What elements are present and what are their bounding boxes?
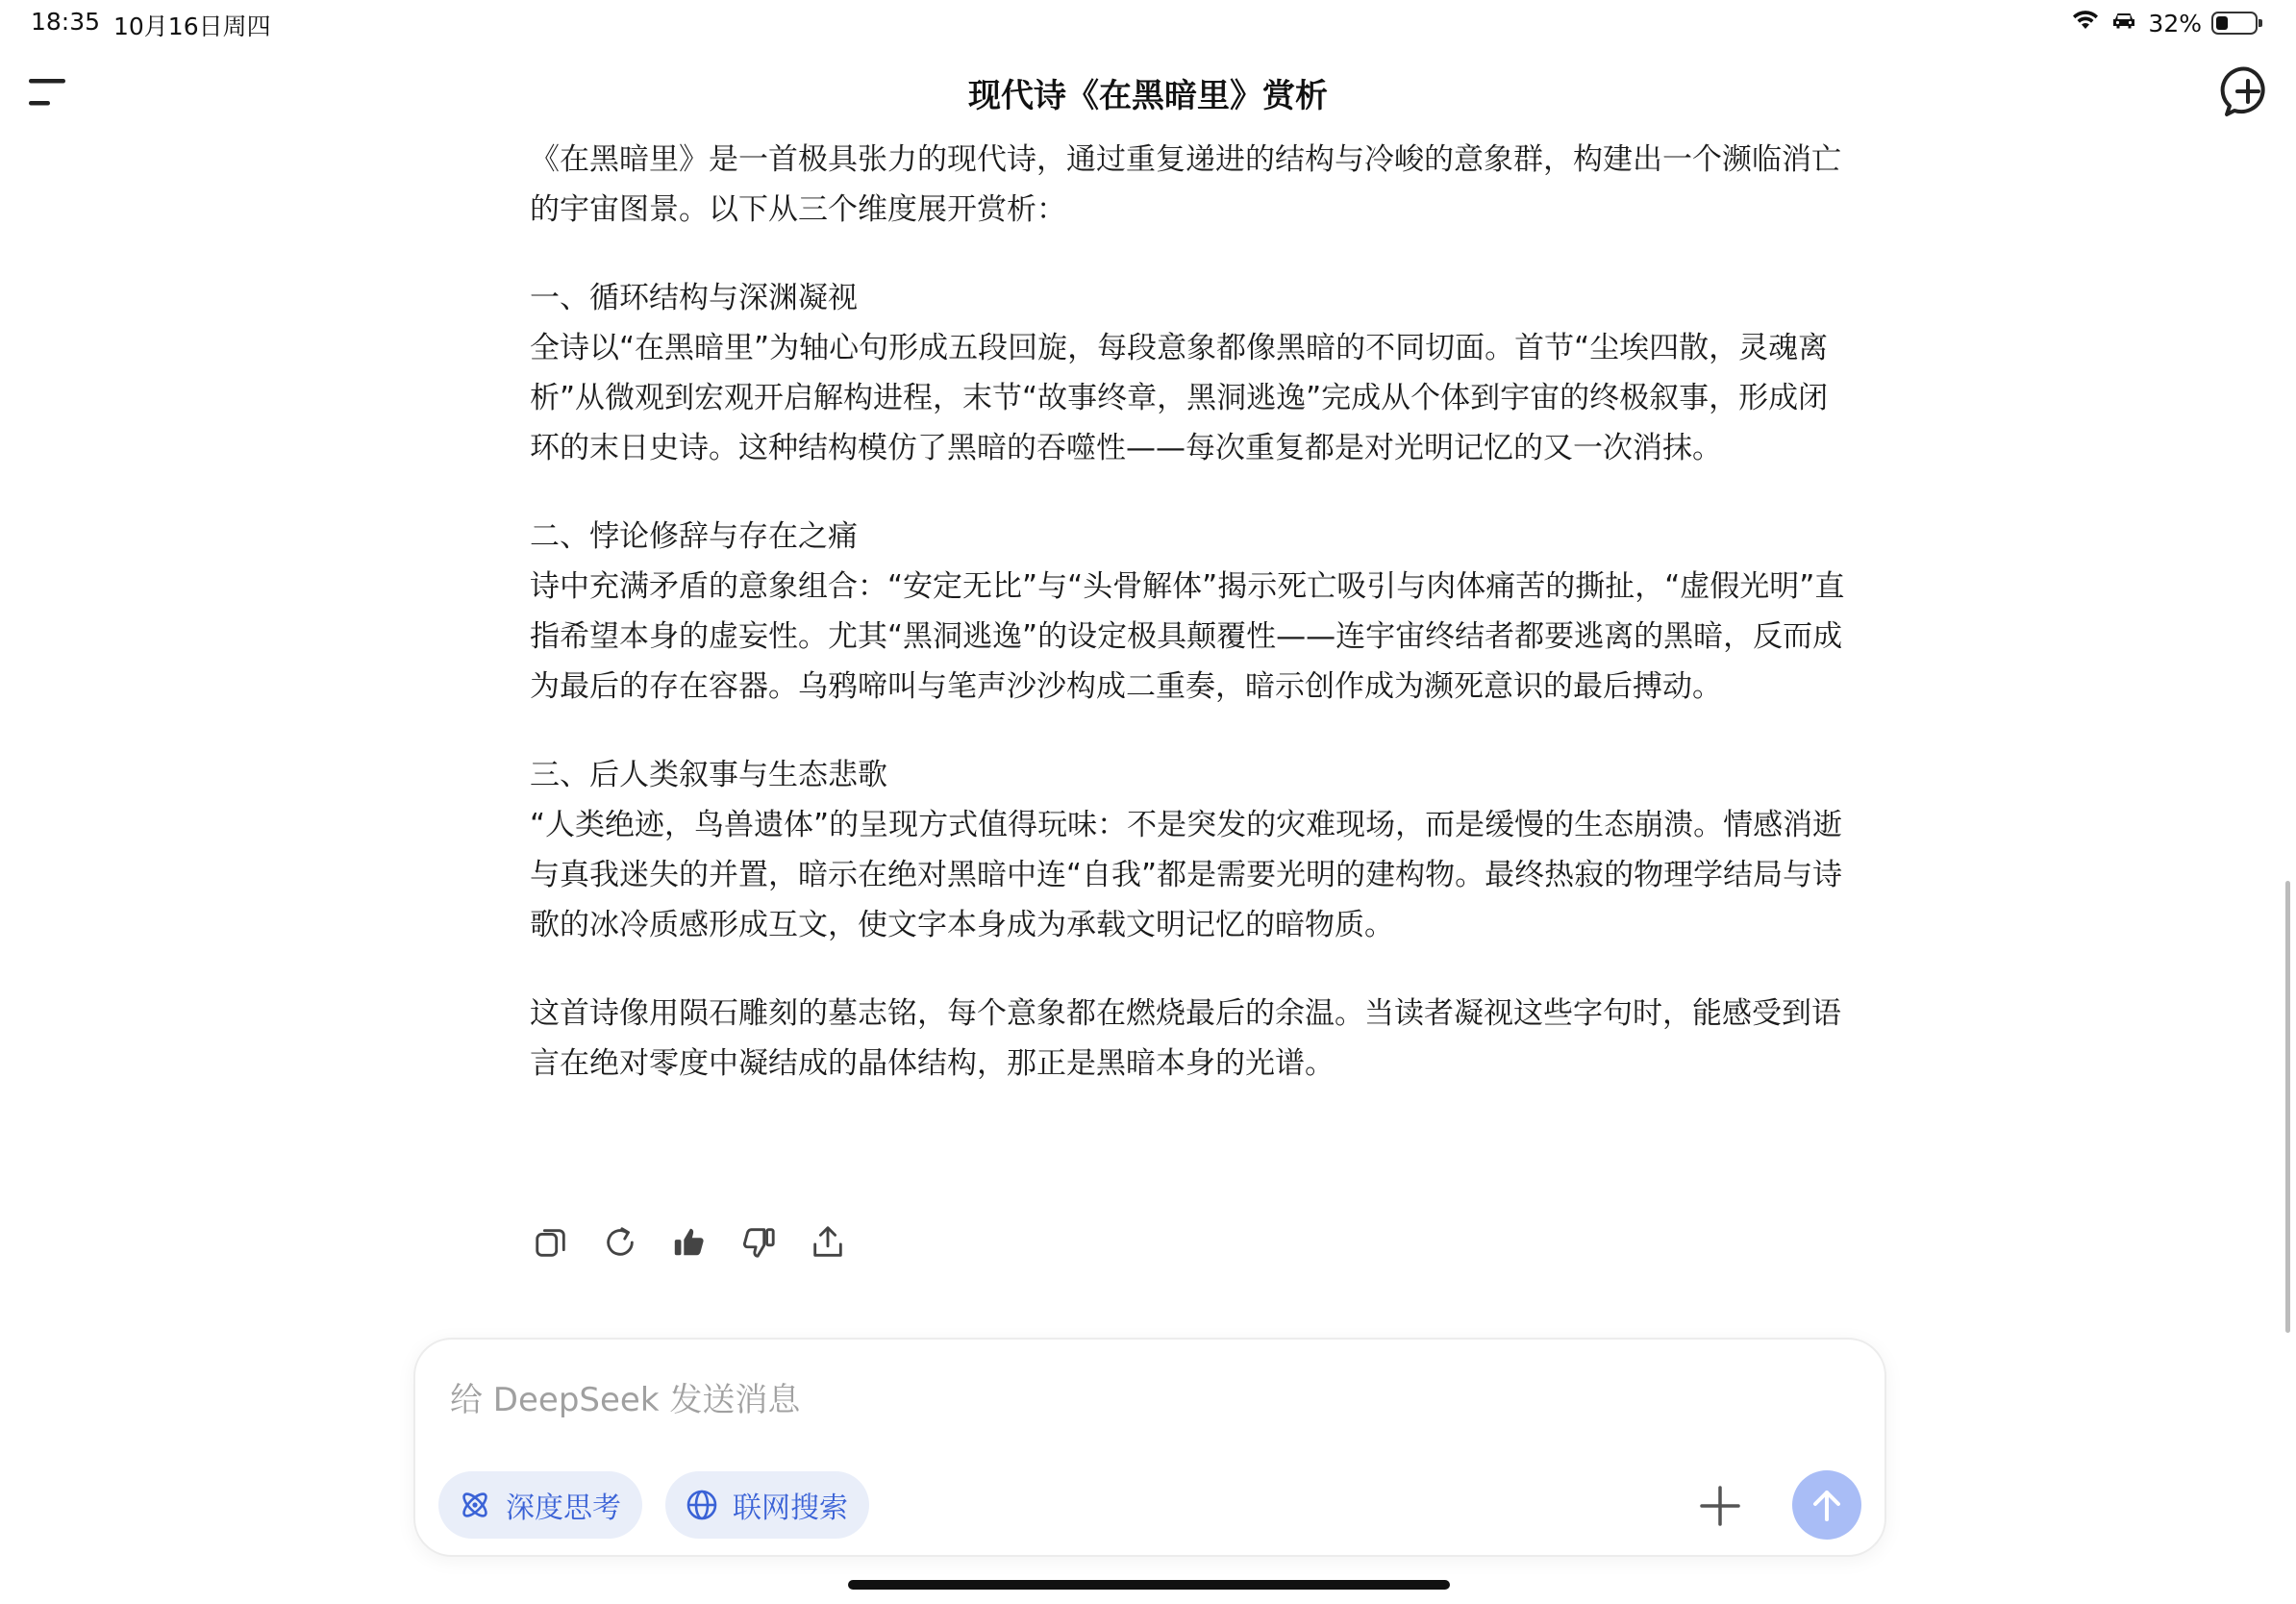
battery-percent: 32% xyxy=(2148,9,2202,38)
regenerate-icon xyxy=(602,1224,638,1261)
dislike-button[interactable] xyxy=(737,1221,780,1264)
new-chat-icon xyxy=(2219,63,2277,121)
share-button[interactable] xyxy=(807,1221,849,1264)
section-2 xyxy=(530,512,1857,712)
message-input[interactable] xyxy=(450,1376,1796,1424)
scrollbar[interactable] xyxy=(2285,881,2290,1333)
message-actions xyxy=(530,1221,849,1264)
globe-icon xyxy=(685,1488,719,1522)
deep-think-toggle[interactable] xyxy=(438,1471,642,1539)
page-title: 现代诗《在黑暗里》赏析 xyxy=(968,77,1328,115)
copy-icon xyxy=(533,1224,569,1261)
car-icon xyxy=(2109,9,2138,38)
section-1 xyxy=(530,273,1857,473)
answer-content xyxy=(530,135,1857,1127)
section-heading: 一、循环结构与深渊凝视 xyxy=(530,281,858,315)
share-icon xyxy=(810,1224,846,1261)
status-right xyxy=(2071,8,2258,38)
status-date: 10月16日周四 xyxy=(113,13,271,40)
copy-button[interactable] xyxy=(530,1221,572,1264)
battery-level xyxy=(2216,16,2228,30)
regenerate-button[interactable] xyxy=(599,1221,641,1264)
header xyxy=(0,54,2296,131)
home-indicator xyxy=(848,1580,1450,1590)
attach-button[interactable] xyxy=(1698,1484,1742,1528)
deep-think-label: 深度思考 xyxy=(506,1491,621,1525)
like-button[interactable] xyxy=(668,1221,711,1264)
section-heading: 二、悖论修辞与存在之痛 xyxy=(530,519,858,554)
section-body: “人类绝迹，鸟兽遗体”的呈现方式值得玩味：不是突发的灾难现场，而是缓慢的生态崩溃。情感消逝与真我迷失的并置，暗示在绝对黑暗中连“自我”都是需要光明的建构物。最终热寂的物理学结局与诗歌的冰冷质感形成互文，使文字本身成为承载文明记忆的暗物质。 xyxy=(530,808,1843,942)
intro-paragraph: 《在黑暗里》是一首极具张力的现代诗，通过重复递进的结构与冷峻的意象群，构建出一个濒临消亡的宇宙图景。以下从三个维度展开赏析： xyxy=(530,142,1841,227)
composer xyxy=(413,1338,1886,1557)
section-body: 全诗以“在黑暗里”为轴心句形成五段回旋，每段意象都像黑暗的不同切面。首节“尘埃四散，灵魂离析”从微观到宏观开启解构进程，末节“故事终章，黑洞逃逸”完成从个体到宇宙的终极叙事，形成闭环的末日史诗。这种结构模仿了黑暗的吞噬性——每次重复都是对光明记忆的又一次消抹。 xyxy=(530,331,1829,465)
status-bar xyxy=(0,0,2296,46)
conclusion-paragraph: 这首诗像用陨石雕刻的墓志铭，每个意象都在燃烧最后的余温。当读者凝视这些字句时，能感受到语言在绝对零度中凝结成的晶体结构，那正是黑暗本身的光谱。 xyxy=(530,996,1841,1081)
arrow-up-icon xyxy=(1808,1486,1846,1524)
thumbs-up-icon xyxy=(671,1224,708,1261)
status-time: 18:35 xyxy=(31,8,101,36)
plus-icon xyxy=(1698,1484,1742,1528)
web-search-label: 联网搜索 xyxy=(733,1491,848,1525)
new-chat-button[interactable] xyxy=(2219,63,2277,121)
atom-icon xyxy=(458,1488,492,1522)
wifi-icon xyxy=(2071,9,2100,38)
battery-tip xyxy=(2259,19,2262,27)
send-button[interactable] xyxy=(1792,1470,1861,1540)
web-search-toggle[interactable] xyxy=(665,1471,869,1539)
thumbs-down-icon xyxy=(740,1224,777,1261)
section-body: 诗中充满矛盾的意象组合：“安定无比”与“头骨解体”揭示死亡吸引与肉体痛苦的撕扯，“虚假光明”直指希望本身的虚妄性。尤其“黑洞逃逸”的设定极具颠覆性——连宇宙终结者都要逃离的黑暗，反而成为最后的存在容器。乌鸦啼叫与笔声沙沙构成二重奏，暗示创作成为濒死意识的最后搏动。 xyxy=(530,569,1845,704)
section-heading: 三、后人类叙事与生态悲歌 xyxy=(530,758,887,792)
battery-icon xyxy=(2211,12,2258,35)
section-3 xyxy=(530,750,1857,950)
